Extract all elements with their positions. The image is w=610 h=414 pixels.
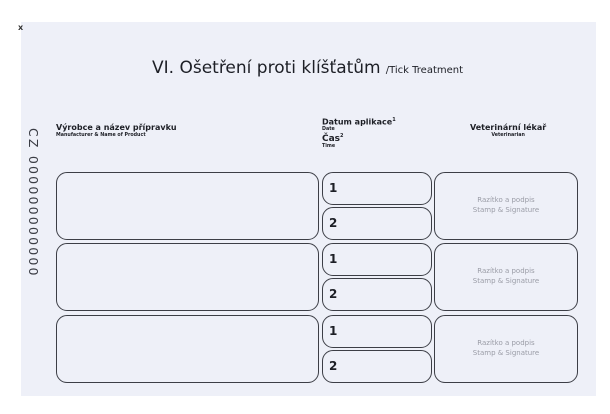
date-time-header — [322, 117, 396, 149]
vet-stamp-field-1[interactable] — [434, 172, 578, 240]
time-footnote-mark: 2 — [340, 132, 344, 139]
date-slot-2-1[interactable] — [322, 243, 432, 276]
slot-number: 2 — [329, 287, 338, 301]
title-main: VI. Ošetření proti klíšťatům — [152, 58, 381, 78]
date-slot-1-1[interactable] — [322, 172, 432, 205]
stamp-label-en: Stamp & Signature — [472, 349, 540, 357]
serial-number: CZ 000000000000 — [26, 128, 41, 278]
slot-number: 2 — [329, 359, 338, 373]
page-title — [152, 58, 463, 78]
stamp-label-en: Stamp & Signature — [472, 277, 540, 285]
vet-stamp-field-2[interactable] — [434, 243, 578, 311]
title-sub: /Tick Treatment — [385, 65, 464, 76]
vet-header — [470, 123, 546, 138]
product-header-label: Výrobce a název přípravku — [56, 123, 177, 132]
corner-mark: x — [18, 23, 24, 32]
vet-header-sublabel: Veterinarian — [491, 133, 525, 138]
product-field-1[interactable] — [56, 172, 319, 240]
stamp-label-cz: Razítko a podpis — [477, 267, 535, 275]
date-header-label: Datum aplikace — [322, 117, 393, 127]
slot-number: 1 — [329, 181, 338, 195]
date-slot-3-2[interactable] — [322, 350, 432, 383]
time-header-label: Čas — [322, 133, 341, 144]
date-slot-1-2[interactable] — [322, 207, 432, 240]
product-header-sublabel: Manufacturer & Name of Product — [56, 133, 146, 138]
vet-stamp-field-3[interactable] — [434, 315, 578, 383]
date-footnote-mark: 1 — [392, 117, 396, 123]
stamp-label-en: Stamp & Signature — [472, 206, 540, 214]
stamp-label-cz: Razítko a podpis — [477, 339, 535, 347]
date-slot-3-1[interactable] — [322, 315, 432, 348]
product-header — [56, 123, 177, 138]
time-header-sublabel: Time — [322, 143, 336, 149]
slot-number: 2 — [329, 216, 338, 230]
vet-header-label: Veterinární lékař — [470, 123, 547, 132]
product-field-3[interactable] — [56, 315, 319, 383]
slot-number: 1 — [329, 252, 338, 266]
product-field-2[interactable] — [56, 243, 319, 311]
slot-number: 1 — [329, 324, 338, 338]
date-header-sublabel: Date — [322, 126, 335, 132]
date-slot-2-2[interactable] — [322, 278, 432, 311]
stamp-label-cz: Razítko a podpis — [477, 196, 535, 204]
